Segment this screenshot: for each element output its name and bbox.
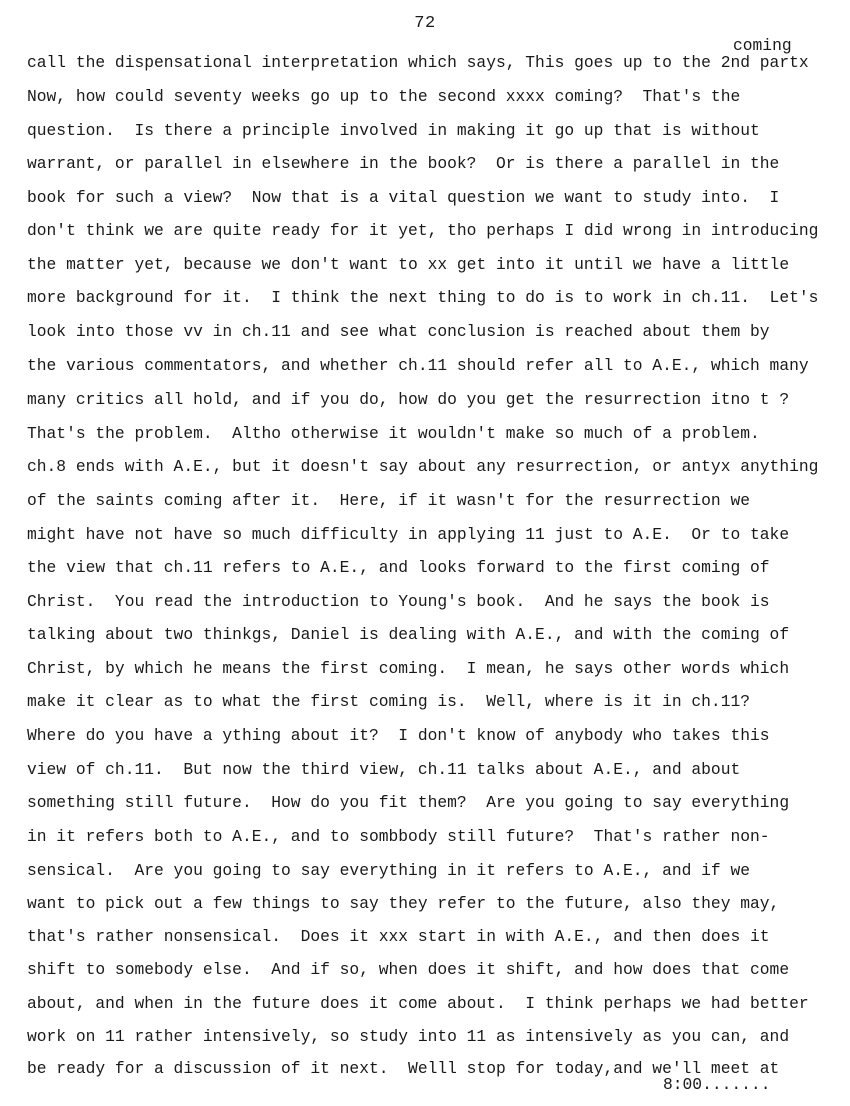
text-line: shift to somebody else. And if so, when does it shift, and how does that come [27, 960, 790, 979]
text-line: of the saints coming after it. Here, if it wasn't for the resurrection we [27, 491, 751, 510]
text-line: the view that ch.11 refers to A.E., and looks forward to the first coming of [27, 558, 770, 577]
text-line: work on 11 rather intensively, so study into 11 as intensively as you can, and [27, 1027, 790, 1046]
text-line: warrant, or parallel in elsewhere in the book? Or is there a parallel in the [27, 154, 780, 173]
text-line: don't think we are quite ready for it yet, tho perhaps I did wrong in introducing [27, 221, 819, 240]
text-line: that's rather nonsensical. Does it xxx start in with A.E., and then does it [27, 927, 770, 946]
text-line: view of ch.11. But now the third view, ch.11 talks about A.E., and about [27, 760, 741, 779]
closing-time-note: 8:00....... [663, 1075, 771, 1094]
text-line: about, and when in the future does it come about. I think perhaps we had better [27, 994, 809, 1013]
text-line: might have not have so much difficulty in applying 11 just to A.E. Or to take [27, 525, 790, 544]
text-line: look into those vv in ch.11 and see what conclusion is reached about them by [27, 322, 770, 341]
text-line: many critics all hold, and if you do, how do you get the resurrection itno t ? [27, 390, 790, 409]
interlinear-note: coming [733, 36, 792, 55]
text-line: Christ. You read the introduction to Young's book. And he says the book is [27, 592, 770, 611]
text-line: be ready for a discussion of it next. Welll stop for today,and we'll meet at [27, 1059, 780, 1078]
text-line: book for such a view? Now that is a vital question we want to study into. I [27, 188, 780, 207]
text-line: Where do you have a ything about it? I don't know of anybody who takes this [27, 726, 770, 745]
text-line: sensical. Are you going to say everything in it refers to A.E., and if we [27, 861, 751, 880]
text-line: Now, how could seventy weeks go up to the second xxxx coming? That's the [27, 87, 741, 106]
text-line: want to pick out a few things to say they refer to the future, also they may, [27, 894, 780, 913]
text-line: the matter yet, because we don't want to xx get into it until we have a little [27, 255, 790, 274]
text-line: something still future. How do you fit them? Are you going to say everything [27, 793, 790, 812]
text-line: talking about two thinkgs, Daniel is dealing with A.E., and with the coming of [27, 625, 790, 644]
text-line: That's the problem. Altho otherwise it wouldn't make so much of a problem. [27, 424, 760, 443]
page-number: 72 [414, 14, 436, 33]
text-line: question. Is there a principle involved in making it go up that is without [27, 121, 760, 140]
text-line: in it refers both to A.E., and to sombbody still future? That's rather non- [27, 827, 770, 846]
text-line: ch.8 ends with A.E., but it doesn't say about any resurrection, or antyx anything [27, 457, 819, 476]
text-line: the various commentators, and whether ch.11 should refer all to A.E., which many [27, 356, 809, 375]
text-line: call the dispensational interpretation which says, This goes up to the 2nd partx [27, 53, 809, 72]
text-line: Christ, by which he means the first coming. I mean, he says other words which [27, 659, 790, 678]
text-line: more background for it. I think the next thing to do is to work in ch.11. Let's [27, 288, 819, 307]
text-line: make it clear as to what the first coming is. Well, where is it in ch.11? [27, 692, 751, 711]
